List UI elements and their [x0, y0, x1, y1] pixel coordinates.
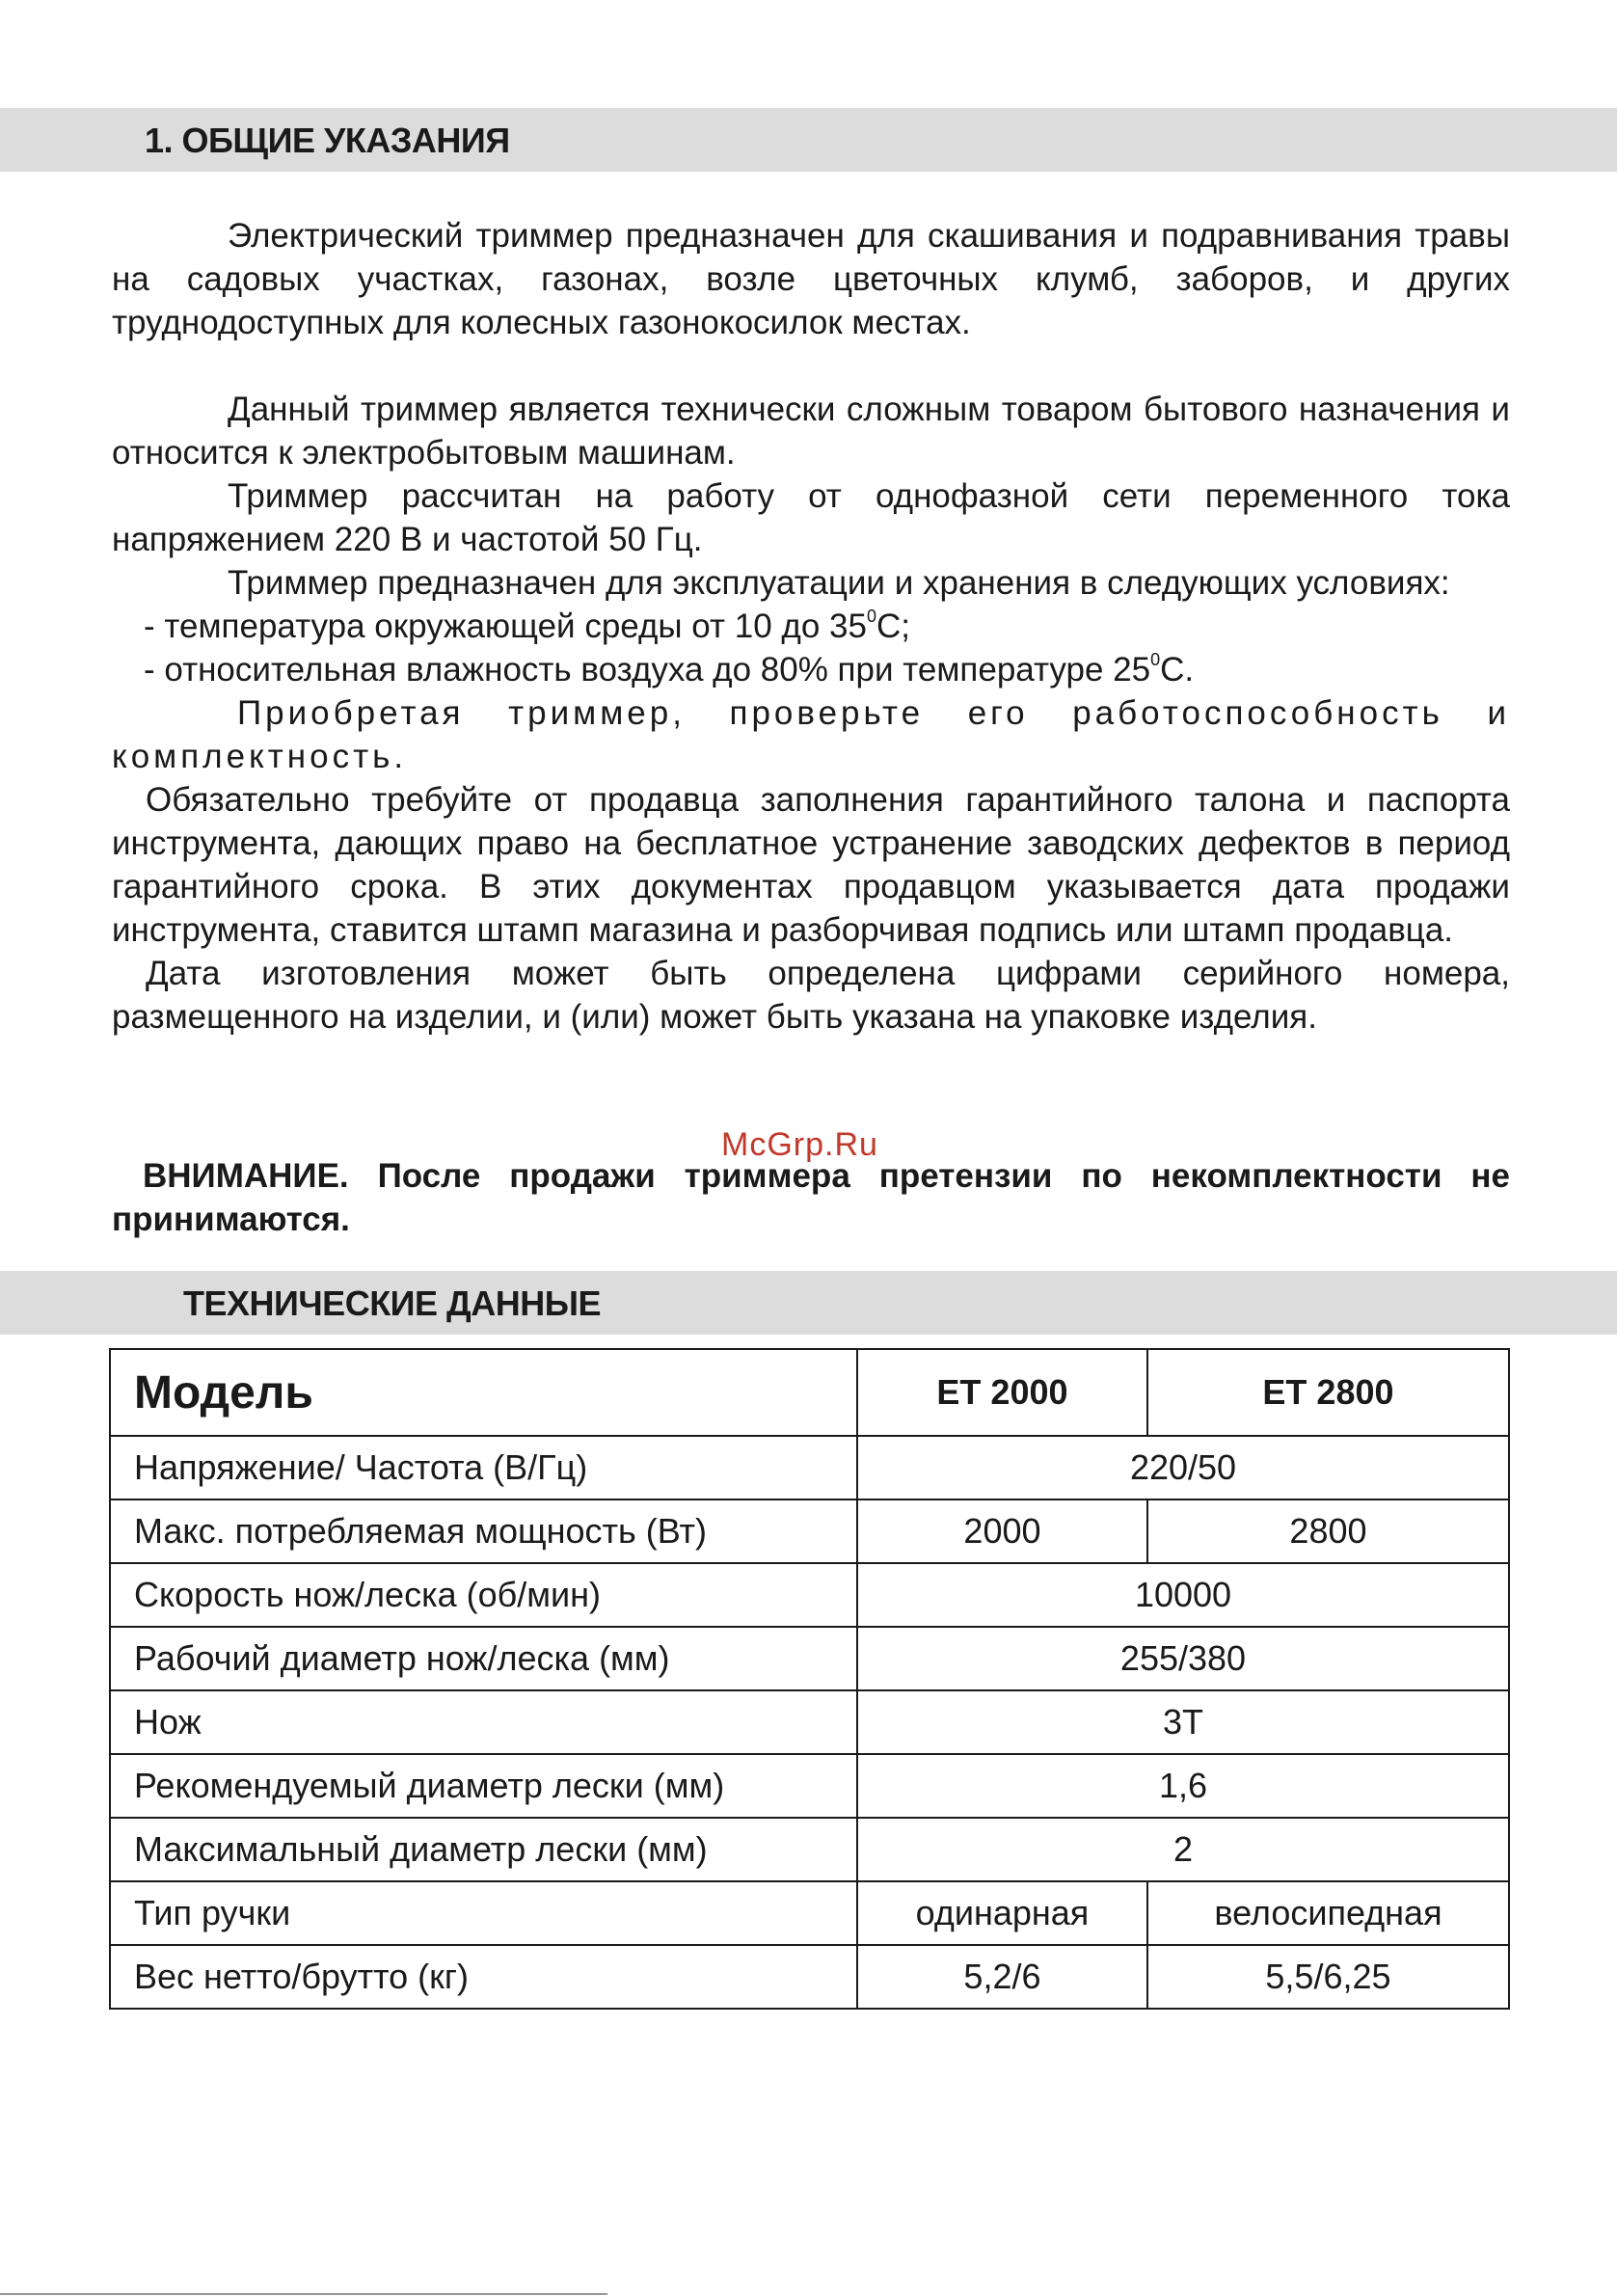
- table-header-row: [110, 1349, 1509, 1436]
- row-value-et2800: 5,5/6,25: [1147, 1945, 1509, 2009]
- warning-notice: ВНИМАНИЕ. После продажи триммера претензии по некомплектности не принимаются.: [112, 1157, 1510, 1238]
- row-label: Макс. потребляемая мощность (Вт): [110, 1499, 857, 1563]
- row-label: Скорость нож/леска (об/мин): [110, 1563, 857, 1627]
- row-label: Тип ручки: [110, 1881, 857, 1945]
- row-label: Максимальный диаметр лески (мм): [110, 1818, 857, 1881]
- paragraph-warranty: Обязательно требуйте от продавца заполнения гарантийного талона и паспорта инструмента, дающих право на бесплатное устранение заводских дефектов в период гарантийного срока. В этих документах продавцом указывается дата продажи инструмента, ставится штамп магазина и разборчивая подпись или штамп продавца.: [112, 781, 1510, 949]
- paragraph-category: Данный триммер является технически сложным товаром бытового назначения и относится к электробытовым машинам.: [112, 391, 1510, 472]
- row-label: Рекомендуемый диаметр лески (мм): [110, 1754, 857, 1818]
- paragraph-spacer: [112, 344, 1510, 388]
- table-row: [110, 1881, 1509, 1945]
- table-row: [110, 1818, 1509, 1881]
- row-value: 1,6: [857, 1754, 1509, 1818]
- row-value: 2: [857, 1818, 1509, 1881]
- row-value: 10000: [857, 1563, 1509, 1627]
- specs-table: [109, 1348, 1510, 2010]
- table-row: [110, 1563, 1509, 1627]
- watermark-text: McGrp.Ru: [721, 1126, 878, 1163]
- model-et2800: ЕТ 2800: [1147, 1349, 1509, 1436]
- section-title-specs: ТЕХНИЧЕСКИЕ ДАННЫЕ: [183, 1283, 601, 1323]
- row-label: Рабочий диаметр нож/леска (мм): [110, 1627, 857, 1690]
- row-value: 220/50: [857, 1436, 1509, 1499]
- paragraph-conditions: Триммер предназначен для эксплуатации и хранения в следующих условиях:: [228, 564, 1450, 602]
- table-row: [110, 1499, 1509, 1563]
- row-label: Напряжение/ Частота (В/Гц): [110, 1436, 857, 1499]
- general-text: [112, 214, 1510, 1039]
- row-value-et2800: 2800: [1147, 1499, 1509, 1563]
- paragraph-purpose: Электрический триммер предназначен для скашивания и подравнивания травы на садовых участках, газонах, возле цветочных клумб, заборов, и других труднодоступных для колесных газонокосилок местах.: [112, 217, 1510, 341]
- table-row: [110, 1436, 1509, 1499]
- row-value-et2800: велосипедная: [1147, 1881, 1509, 1945]
- row-value-et2000: одинарная: [857, 1881, 1147, 1945]
- row-value-et2000: 5,2/6: [857, 1945, 1147, 2009]
- model-label-cell: Модель: [110, 1349, 857, 1436]
- row-value: 3Т: [857, 1690, 1509, 1754]
- paragraph-power-supply: Триммер рассчитан на работу от однофазной сети переменного тока напряжением 220 В и частотой 50 Гц.: [112, 477, 1510, 558]
- bullet-humidity: - относительная влажность воздуха до 80% при температуре $25^0С$.: [144, 650, 1195, 689]
- model-et2000: ЕТ 2000: [857, 1349, 1147, 1436]
- row-label: Вес нетто/брутто (кг): [110, 1945, 857, 2009]
- paragraph-check: Приобретая триммер, проверьте его работоспособность и комплектность.: [112, 694, 1510, 775]
- paragraph-manufacture-date: Дата изготовления может быть определена цифрами серийного номера, размещенного на изделии, и (или) может быть указана на упаковке изделия.: [112, 955, 1510, 1036]
- bottom-divider: [0, 2293, 607, 2295]
- bullet-temperature: - температура окружающей среды от 10 до $35^0С$;: [144, 607, 910, 645]
- table-row: [110, 1627, 1509, 1690]
- table-row: [110, 1754, 1509, 1818]
- row-label: Нож: [110, 1690, 857, 1754]
- section-title-general: 1. ОБЩИЕ УКАЗАНИЯ: [145, 121, 510, 160]
- row-value: 255/380: [857, 1627, 1509, 1690]
- table-row: [110, 1945, 1509, 2009]
- row-value-et2000: 2000: [857, 1499, 1147, 1563]
- table-row: [110, 1690, 1509, 1754]
